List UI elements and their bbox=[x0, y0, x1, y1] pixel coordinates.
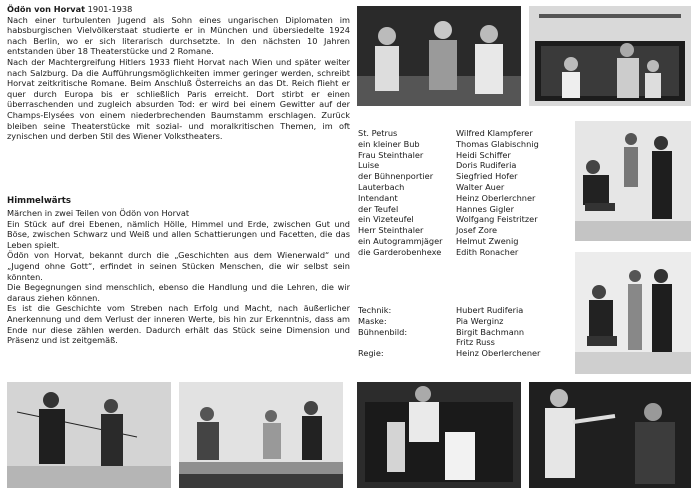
cast-row bbox=[358, 225, 539, 236]
play-subtitle: Märchen in zwei Teilen von Ödön von Horvat bbox=[7, 208, 190, 218]
cast-role: St. Petrus bbox=[358, 128, 398, 138]
crew-name: Birgit Bachmann bbox=[456, 326, 525, 337]
crew-function: Technik: bbox=[358, 305, 392, 315]
cast-role: der Teufel bbox=[358, 203, 399, 214]
crew-list bbox=[358, 305, 540, 359]
bio-paragraph: Nach der Machtergreifung Hitlers 1933 flieht Horvat nach Wien und später weiter nach Salzburg. Da die Aufführungsmöglichkeiten immer geringer werden, schreibt Horvat zeitkritische Romane. Beim Anschluß Österreichs an das Dt. Reich flieht er quer durch Europa bis er schließlich Paris erreicht. Dort stirbt er einen überraschenden und zugleich absurden Tod: er wird bei einem Gewitter auf der Champs-Elysées von einem niederbrechenden Baumstamm erschlagen. Zurück bleiben seine Theaterstücke mit sozial- und moralkritischen Themen, im oft zynischen und derben Stil des Wiener Volkstheaters. bbox=[7, 56, 350, 142]
cast-role: ein Vizeteufel bbox=[358, 214, 414, 225]
cast-actor: Hannes Gigler bbox=[456, 203, 514, 214]
cast-role: der Bühnenportier bbox=[358, 171, 434, 182]
cast-actor: Wolfgang Feistritzer bbox=[456, 214, 538, 225]
cast-actor: Heinz Oberlerchner bbox=[456, 192, 536, 203]
crew-row bbox=[358, 327, 540, 338]
crew-row bbox=[358, 316, 540, 327]
crew-name: Pia Werginz bbox=[456, 315, 504, 326]
photo-trapdoor-scene bbox=[529, 6, 691, 106]
cast-actor: Walter Auer bbox=[456, 181, 505, 192]
crew-name: Heinz Oberlerchener bbox=[456, 348, 541, 359]
cast-actor: Wilfred Klampferer bbox=[456, 128, 533, 138]
play-title: Himmelwärts bbox=[7, 196, 72, 206]
cast-actor: Thomas Glabischnig bbox=[456, 138, 539, 149]
cast-row bbox=[358, 182, 539, 193]
cast-row bbox=[358, 160, 539, 171]
cast-actor: Siegfried Hofer bbox=[456, 171, 518, 182]
crew-row bbox=[358, 305, 540, 316]
cast-role: ein kleiner Bub bbox=[358, 138, 420, 149]
bio-paragraph: Nach einer turbulenten Jugend als Sohn eines ungarischen Diplomaten im habsburgischen Vielvölkerstaat studierte er in München und übersiedelte 1924 nach Berlin, wo er sich literarisch durchsetzte. In den nächsten 10 Jahren entstanden über 18 Theaterstücke und 2 Romane. bbox=[7, 14, 350, 57]
cast-role: Herr Steinthaler bbox=[358, 225, 424, 236]
author-dates: 1901-1938 bbox=[87, 4, 133, 14]
photo-three-men bbox=[357, 6, 521, 106]
cast-list bbox=[358, 128, 539, 258]
cast-role: Lauterbach bbox=[358, 181, 405, 192]
cast-role: ein Autogrammjäger bbox=[358, 235, 443, 246]
cast-actor: Edith Ronacher bbox=[456, 246, 519, 257]
photo-seated-man-women bbox=[575, 121, 691, 241]
play-description bbox=[7, 208, 350, 346]
photo-rope-scene bbox=[7, 382, 171, 488]
crew-name: Hubert Rudiferia bbox=[456, 305, 524, 315]
photo-chair-scene bbox=[575, 252, 691, 374]
biography-section bbox=[7, 4, 350, 142]
bio-heading bbox=[7, 4, 350, 15]
play-paragraph: Es ist die Geschichte vom Streben nach Erfolg und Macht, nach äußerlicher Anerkennung und dem Verlust der inneren Werte, bis hin zur Erkenntnis, dass am Ende nur diese zählen werden. Dadurch erhält das Stück seine Dimension und Präsenz und ist zeitgemäß. bbox=[7, 303, 350, 346]
photo-trapdoor-dress bbox=[357, 382, 521, 488]
play-paragraph: Ödön von Horvat, bekannt durch die „Geschichten aus dem Wienerwald“ und „Jugend ohne Gott“, erfindet in seinen Stücken Menschen, die wir selbst sein könnten. bbox=[7, 250, 350, 282]
cast-row bbox=[358, 214, 539, 225]
cast-actor: Doris Rudiferia bbox=[456, 160, 517, 171]
cast-row bbox=[358, 193, 539, 204]
cast-row bbox=[358, 204, 539, 215]
photo-two-performers bbox=[529, 382, 691, 488]
cast-role: Luise bbox=[358, 160, 380, 171]
cast-row bbox=[358, 247, 539, 258]
cast-role: die Garderobenhexe bbox=[358, 246, 442, 257]
cast-row bbox=[358, 171, 539, 182]
crew-row bbox=[358, 337, 540, 348]
play-paragraph: Ein Stück auf drei Ebenen, nämlich Hölle, Himmel und Erde, zwischen Gut und Böse, zwischen Schwarz und Weiß und allen Schattierungen und Facetten, die das Leben spielt. bbox=[7, 218, 350, 250]
crew-row bbox=[358, 348, 540, 359]
crew-name: Fritz Russ bbox=[456, 337, 495, 348]
cast-row bbox=[358, 139, 539, 150]
cast-row bbox=[358, 128, 539, 139]
cast-actor: Josef Zore bbox=[456, 225, 498, 236]
cast-actor: Helmut Zwenig bbox=[456, 235, 519, 246]
author-name: Ödön von Horvat bbox=[7, 4, 86, 14]
cast-role: Frau Steinthaler bbox=[358, 149, 424, 160]
cast-row bbox=[358, 236, 539, 247]
cast-role: Intendant bbox=[358, 192, 398, 203]
crew-function: Bühnenbild: bbox=[358, 326, 408, 337]
cast-actor: Heidi Schiffer bbox=[456, 149, 511, 160]
cast-row bbox=[358, 150, 539, 161]
play-paragraph: Die Begegnungen sind menschlich, ebenso die Handlung und die Lehren, die wir daraus ziehen können. bbox=[7, 282, 350, 303]
crew-function: Maske: bbox=[358, 315, 387, 326]
photo-stage-trio bbox=[179, 382, 343, 488]
crew-function: Regie: bbox=[358, 348, 384, 359]
